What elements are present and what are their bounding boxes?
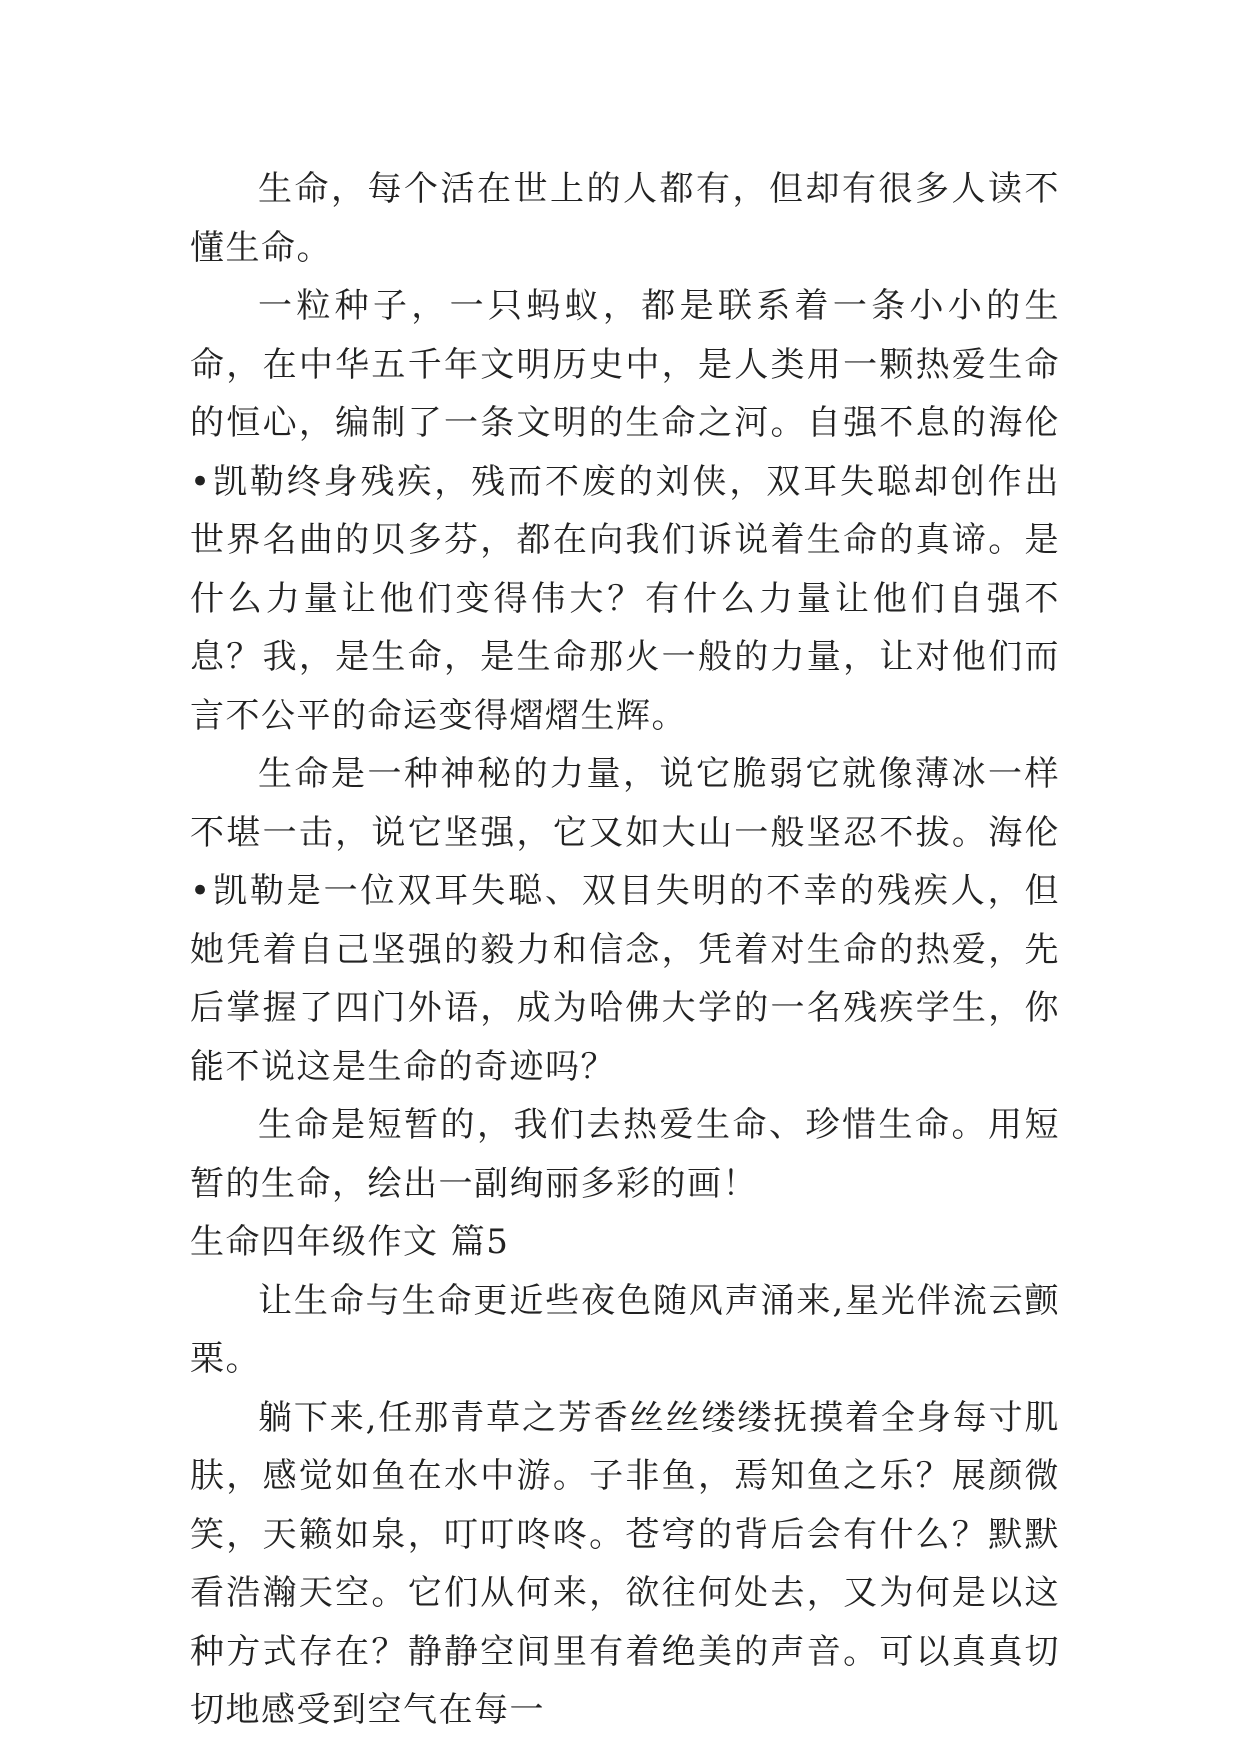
paragraph-4: 生命是短暂的，我们去热爱生命、珍惜生命。用短暂的生命，绘出一副绚丽多彩的画！ (190, 1105, 1060, 1204)
essay-body (190, 160, 1060, 1740)
paragraph-3: 生命是一种神秘的力量，说它脆弱它就像薄冰一样不堪一击，说它坚强，它又如大山一般坚忍不拔。海伦•凯勒是一位双耳失聪、双目失明的不幸的残疾人，但她凭着自己坚强的毅力和信念，凭着对生命的热爱，先后掌握了四门外语，成为哈佛大学的一名残疾学生，你能不说这是生命的奇迹吗？ (190, 754, 1060, 1087)
paragraph-6: 躺下来,任那青草之芳香丝丝缕缕抚摸着全身每寸肌肤，感觉如鱼在水中游。子非鱼，焉知鱼之乐？展颜微笑，天籁如泉，叮叮咚咚。苍穹的背后会有什么？默默看浩瀚天空。它们从何来，欲往何处去，又为何是以这种方式存在？静静空间里有着绝美的声音。可以真真切切地感受到空气在每一 (190, 1397, 1060, 1730)
paragraph-5: 让生命与生命更近些夜色随风声涌来,星光伴流云颤栗。 (190, 1280, 1060, 1379)
paragraph-2: 一粒种子，一只蚂蚁，都是联系着一条小小的生命，在中华五千年文明历史中，是人类用一颗热爱生命的恒心，编制了一条文明的生命之河。自强不息的海伦•凯勒终身残疾，残而不废的刘侠，双耳失聪却创作出世界名曲的贝多芬，都在向我们诉说着生命的真谛。是什么力量让他们变得伟大？有什么力量让他们自强不息？我，是生命，是生命那火一般的力量，让对他们而言不公平的命运变得熠熠生辉。 (190, 286, 1060, 736)
section-heading: 生命四年级作文 篇5 (190, 1222, 510, 1262)
paragraph-1: 生命，每个活在世上的人都有，但却有很多人读不懂生命。 (190, 169, 1060, 268)
